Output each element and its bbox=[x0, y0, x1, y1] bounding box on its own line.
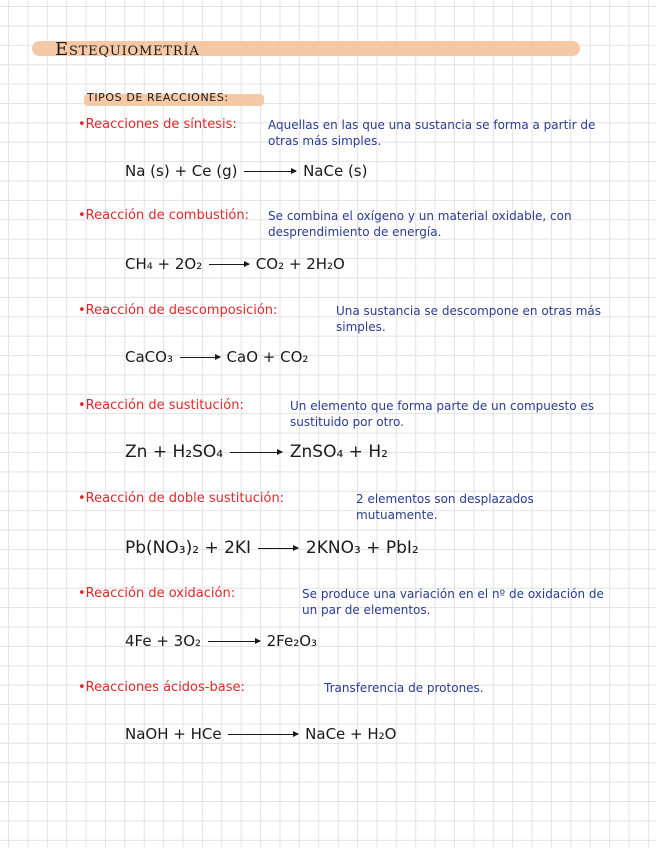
equation-rhs: NaCe (s) bbox=[303, 162, 368, 180]
reaction-arrow bbox=[258, 548, 298, 549]
definition-sustitucion: Un elemento que forma parte de un compuesto es sustituido por otro. bbox=[290, 399, 595, 429]
reaction-arrow bbox=[209, 264, 249, 265]
reaction-arrow bbox=[244, 171, 296, 172]
heading-sustitucion: •Reacción de sustitución: bbox=[78, 398, 244, 413]
equation-doble-sustitucion bbox=[125, 538, 419, 558]
equation-rhs: NaCe + H₂O bbox=[305, 725, 397, 743]
section-subtitle: TIPOS DE REACCIONES: bbox=[87, 91, 229, 104]
equation-lhs: 4Fe + 3O₂ bbox=[125, 632, 202, 650]
equation-rhs: 2Fe₂O₃ bbox=[266, 632, 318, 650]
definition-oxidacion: Se produce una variación en el nº de oxidación de un par de elementos. bbox=[302, 587, 604, 617]
equation-rhs: CaO + CO₂ bbox=[226, 348, 309, 366]
heading-combustion: •Reacción de combustión: bbox=[78, 208, 250, 223]
equation-lhs: CaCO₃ bbox=[125, 348, 173, 366]
heading-descomposicion: •Reacción de descomposición: bbox=[78, 303, 278, 318]
page-title: Estequiometría bbox=[55, 39, 200, 60]
definition-acidos-base: Transferencia de protones. bbox=[324, 681, 484, 695]
definition-combustion: Se combina el oxígeno y un material oxidable, con desprendimiento de energía. bbox=[268, 209, 572, 239]
definition-descomposicion: Una sustancia se descompone en otras más simples. bbox=[336, 304, 602, 334]
reaction-arrow bbox=[230, 452, 282, 453]
definition-doble-sustitucion: 2 elementos son desplazados mutuamente. bbox=[356, 492, 534, 522]
definition-sintesis: Aquellas en las que una sustancia se forma a partir de otras más simples. bbox=[268, 118, 596, 148]
equation-sustitucion bbox=[125, 442, 388, 462]
equation-lhs: Na (s) + Ce (g) bbox=[125, 162, 238, 180]
equation-combustion bbox=[125, 255, 345, 273]
reaction-arrow bbox=[228, 734, 298, 735]
equation-sintesis bbox=[125, 162, 367, 180]
equation-oxidacion bbox=[125, 632, 317, 650]
equation-lhs: Pb(NO₃)₂ + 2KI bbox=[125, 538, 252, 558]
equation-descomposicion bbox=[125, 348, 308, 366]
equation-acidos-base bbox=[125, 725, 396, 743]
equation-rhs: 2KNO₃ + PbI₂ bbox=[305, 538, 419, 558]
reaction-arrow bbox=[208, 641, 260, 642]
heading-doble-sustitucion: •Reacción de doble sustitución: bbox=[78, 491, 285, 506]
equation-lhs: CH₄ + 2O₂ bbox=[125, 255, 203, 273]
equation-lhs: Zn + H₂SO₄ bbox=[125, 442, 224, 462]
heading-acidos-base: •Reacciones ácidos-base: bbox=[78, 680, 245, 695]
equation-rhs: CO₂ + 2H₂O bbox=[255, 255, 345, 273]
reaction-arrow bbox=[180, 357, 220, 358]
equation-rhs: ZnSO₄ + H₂ bbox=[289, 442, 388, 462]
heading-oxidacion: •Reacción de oxidación: bbox=[78, 586, 236, 601]
equation-lhs: NaOH + HCe bbox=[125, 725, 222, 743]
heading-sintesis: •Reacciones de síntesis: bbox=[78, 117, 237, 132]
